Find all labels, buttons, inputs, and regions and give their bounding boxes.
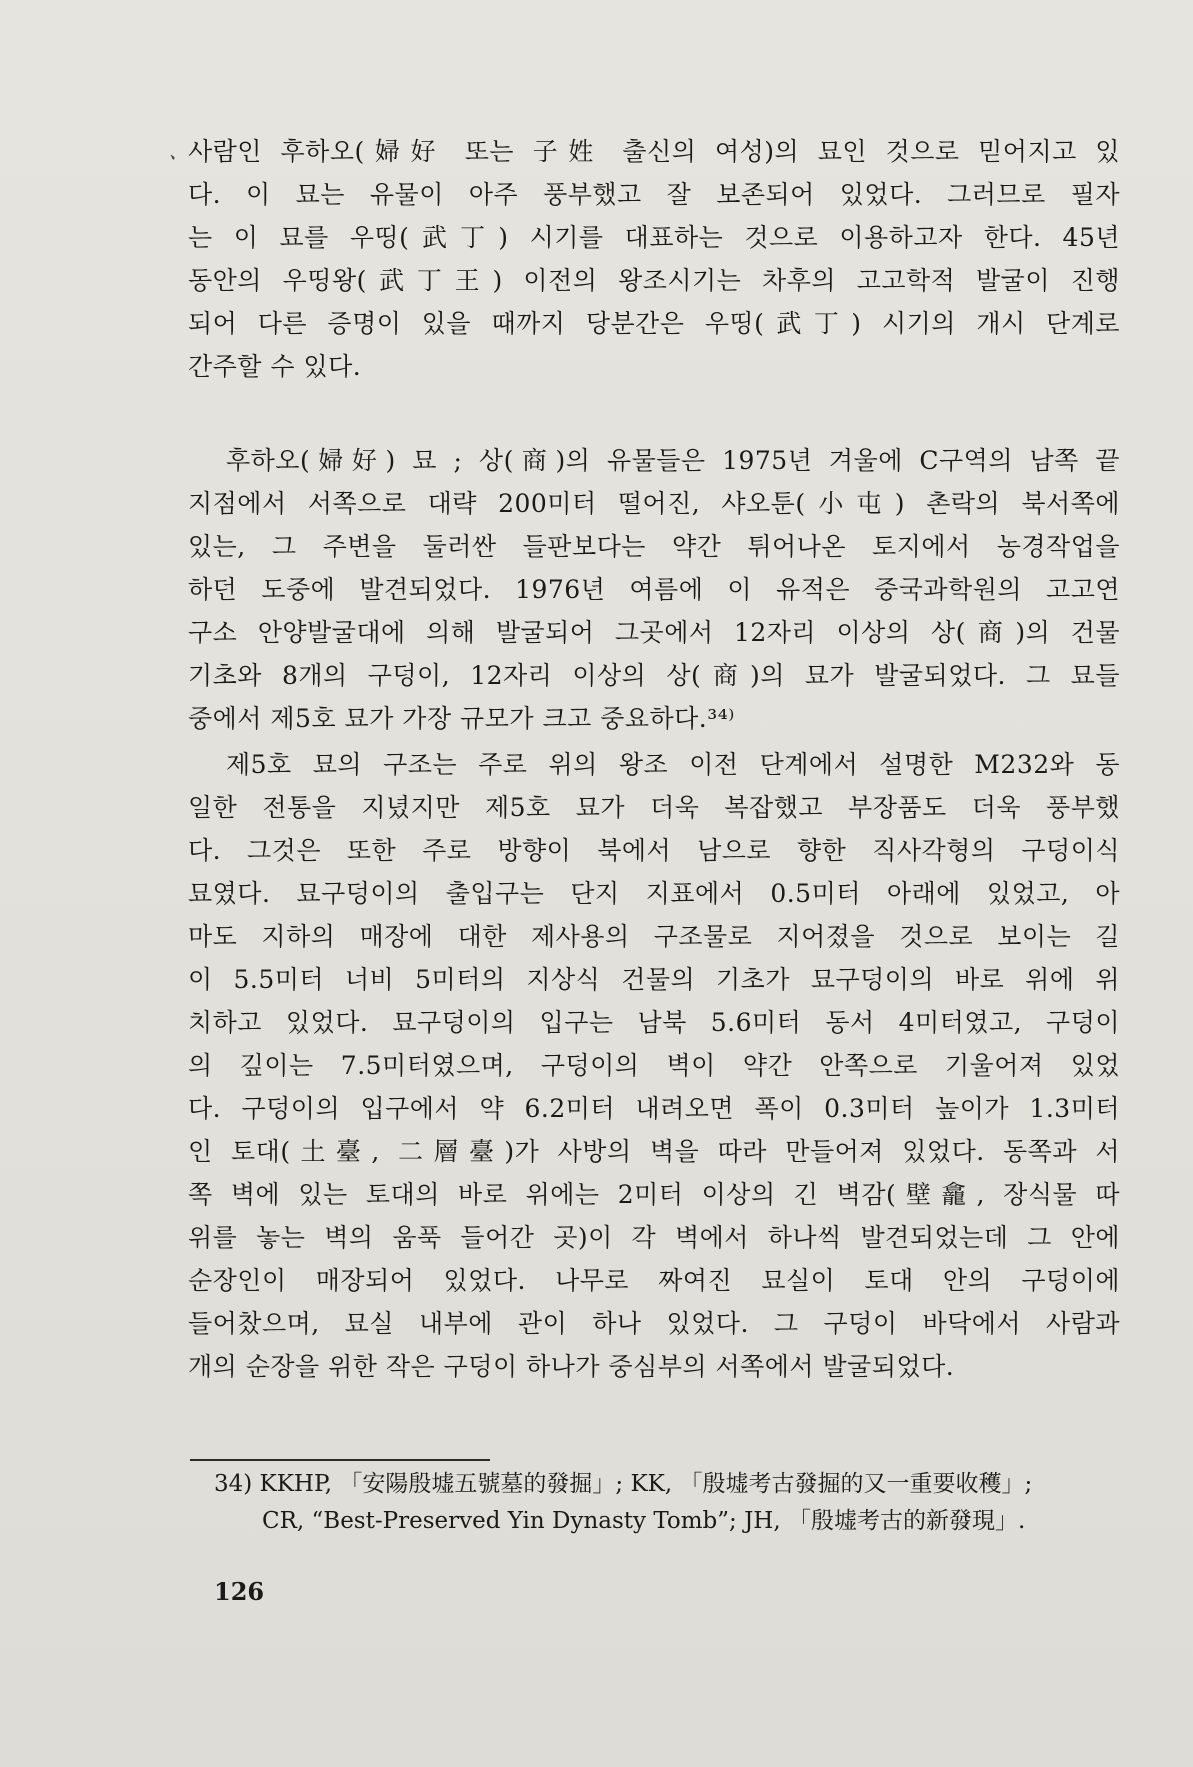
margin-mark: ㆍ <box>162 147 184 172</box>
text-line: 이 5.5미터 너비 5미터의 지상식 건물의 기초가 묘구덩이의 바로 위에 위 <box>188 965 1120 994</box>
text-line: 들어찼으며, 묘실 내부에 관이 하나 있었다. 그 구덩이 바닥에서 사람과 <box>188 1309 1120 1338</box>
text-line: 일한 전통을 지녔지만 제5호 묘가 더욱 복잡했고 부장품도 더욱 풍부했 <box>188 793 1120 822</box>
text-line: 위를 놓는 벽의 움푹 들어간 곳)이 각 벽에서 하나씩 발견되었는데 그 안에 <box>188 1223 1120 1252</box>
text-line: 다. 그것은 또한 주로 방향이 북에서 남으로 향한 직사각형의 구덩이식 <box>188 836 1120 865</box>
text-line: 개의 순장을 위한 작은 구덩이 하나가 중심부의 서쪽에서 발굴되었다. <box>188 1352 955 1381</box>
paragraph-1 <box>188 130 1120 388</box>
footnote-line-2: CR, “Best-Preserved Yin Dynasty Tomb”; JH, 「殷墟考古的新發現」. <box>262 1508 1026 1534</box>
text-line: 제5호 묘의 구조는 주로 위의 왕조 이전 단계에서 설명한 M232와 동 <box>226 750 1120 779</box>
text-line: 구소 안양발굴대에 의해 발굴되어 그곳에서 12자리 이상의 상(商)의 건물 <box>188 618 1120 647</box>
text-line: 간주할 수 있다. <box>188 352 362 381</box>
text-line: 사람인 후하오(婦好 또는 子姓 출신의 여성)의 묘인 것으로 믿어지고 있 <box>188 137 1120 166</box>
page-number: 126 <box>214 1577 265 1606</box>
text-line: 다. 이 묘는 유물이 아주 풍부했고 잘 보존되어 있었다. 그러므로 필자 <box>188 180 1120 209</box>
text-line: 치하고 있었다. 묘구덩이의 입구는 남북 5.6미터 동서 4미터였고, 구덩이 <box>188 1008 1120 1037</box>
paragraph-2 <box>188 439 1120 740</box>
text-line: 후하오(婦好) 묘 ; 상(商)의 유물들은 1975년 겨울에 C구역의 남쪽 끝 <box>226 446 1120 475</box>
footnote-divider <box>190 1459 490 1461</box>
text-line: 기초와 8개의 구덩이, 12자리 이상의 상(商)의 묘가 발굴되었다. 그 묘들 <box>188 661 1120 690</box>
text-line: 지점에서 서쪽으로 대략 200미터 떨어진, 샤오툰(小屯) 촌락의 북서쪽에 <box>188 489 1120 518</box>
text-line: 되어 다른 증명이 있을 때까지 당분간은 우띵(武丁) 시기의 개시 단계로 <box>188 309 1120 338</box>
text-line: 다. 구덩이의 입구에서 약 6.2미터 내려오면 폭이 0.3미터 높이가 1.3미터 <box>188 1094 1120 1123</box>
footnote-line-1: 34) KKHP, 「安陽殷墟五號墓的發掘」; KK, 「殷墟考古發掘的又一重要收穫」; <box>214 1471 1033 1497</box>
text-line: 하던 도중에 발견되었다. 1976년 여름에 이 유적은 중국과학원의 고고연 <box>188 575 1120 604</box>
text-line: 묘였다. 묘구덩이의 출입구는 단지 지표에서 0.5미터 아래에 있었고, 아 <box>188 879 1120 908</box>
text-line: 있는, 그 주변을 둘러싼 들판보다는 약간 튀어나온 토지에서 농경작업을 <box>188 532 1120 561</box>
text-line: 인 토대(土臺, 二層臺)가 사방의 벽을 따라 만들어져 있었다. 동쪽과 서 <box>188 1137 1120 1166</box>
text-line: 중에서 제5호 묘가 가장 규모가 크고 중요하다.³⁴⁾ <box>188 704 735 733</box>
text-line: 의 깊이는 7.5미터였으며, 구덩이의 벽이 약간 안쪽으로 기울어져 있었 <box>188 1051 1120 1080</box>
text-line: 동안의 우띵왕(武丁王) 이전의 왕조시기는 차후의 고고학적 발굴이 진행 <box>188 266 1120 295</box>
paragraph-3 <box>188 743 1120 1388</box>
text-line: 마도 지하의 매장에 대한 제사용의 구조물로 지어졌을 것으로 보이는 길 <box>188 922 1120 951</box>
text-line: 쪽 벽에 있는 토대의 바로 위에는 2미터 이상의 긴 벽감(壁龕, 장식물 따 <box>188 1180 1120 1209</box>
text-line: 는 이 묘를 우띵(武丁) 시기를 대표하는 것으로 이용하고자 한다. 45년 <box>188 223 1120 252</box>
text-line: 순장인이 매장되어 있었다. 나무로 짜여진 묘실이 토대 안의 구덩이에 <box>188 1266 1120 1295</box>
